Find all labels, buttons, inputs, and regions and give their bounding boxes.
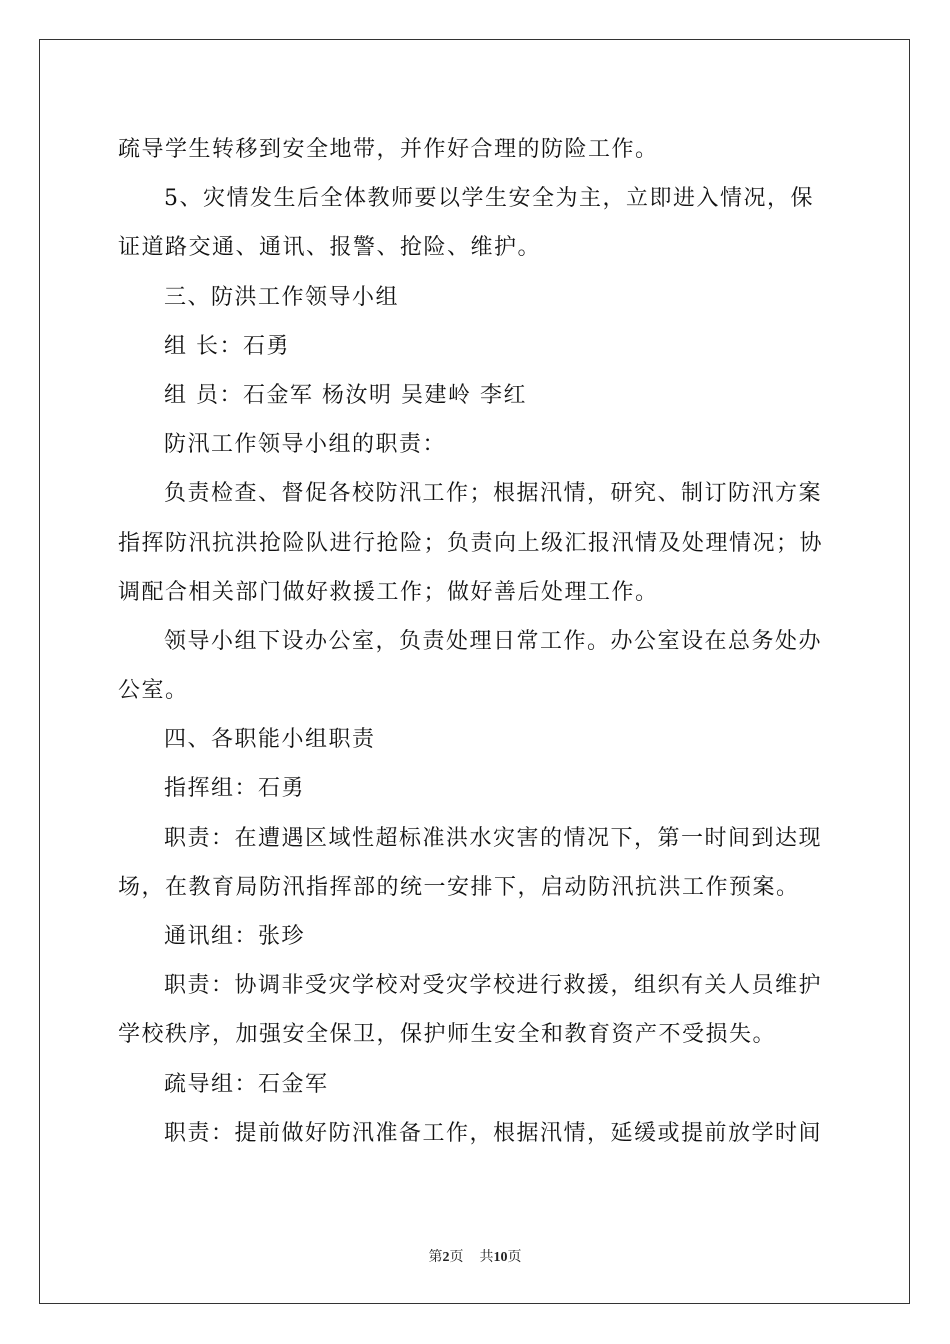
text-line: 职责：协调非受灾学校对受灾学校进行救援，组织有关人员维护 — [164, 973, 823, 999]
text-line: 场，在教育局防汛指挥部的统一安排下，启动防汛抗洪工作预案。 — [118, 874, 800, 900]
text-line: 组 员：石金军 杨汝明 吴建岭 李红 — [164, 382, 527, 408]
footer-page-suffix: 页 — [449, 1250, 464, 1265]
footer-total-prefix: 共 — [479, 1250, 494, 1265]
text-line: 指挥防汛抗洪抢险队进行抢险；负责向上级汇报汛情及处理情况；协 — [118, 530, 824, 556]
text-line: 防汛工作领导小组的职责： — [164, 432, 447, 458]
text-line: 疏导学生转移到安全地带，并作好合理的防险工作。 — [118, 137, 659, 162]
text-line: 通讯组：张珍 — [164, 924, 306, 949]
text-line: 指挥组：石勇 — [164, 776, 306, 802]
footer-total-suffix: 页 — [507, 1250, 522, 1265]
text-line: 组 长：石勇 — [164, 333, 290, 359]
text-line: 学校秩序，加强安全保卫，保护师生安全和教育资产不受损失。 — [118, 1022, 777, 1048]
page-footer — [0, 1246, 950, 1266]
footer-page-number: 2 — [442, 1250, 450, 1265]
text-line: 公室。 — [118, 678, 189, 704]
text-line: 负责检查、督促各校防汛工作；根据汛情，研究、制订防汛方案 — [164, 481, 823, 507]
document-body — [118, 125, 834, 1158]
text-line: 三、防洪工作领导小组 — [164, 284, 400, 310]
text-line: 职责：提前做好防汛准备工作，根据汛情，延缓或提前放学时间 — [164, 1120, 823, 1146]
text-line: 领导小组下设办公室，负责处理日常工作。办公室设在总务处办 — [164, 628, 823, 654]
text-line: 四、各职能小组职责 — [164, 727, 376, 753]
footer-total-number: 10 — [493, 1250, 508, 1265]
text-line: 证道路交通、通讯、报警、抢险、维护。 — [118, 235, 542, 261]
text-line: 职责：在遭遇区域性超标准洪水灾害的情况下，第一时间到达现 — [164, 825, 823, 851]
footer-page-prefix: 第 — [428, 1250, 443, 1265]
text-line: 调配合相关部门做好救援工作；做好善后处理工作。 — [118, 579, 659, 605]
text-line: 5、灾情发生后全体教师要以学生安全为主，立即进入情况，保 — [164, 186, 814, 212]
text-line: 疏导组：石金军 — [164, 1071, 329, 1097]
